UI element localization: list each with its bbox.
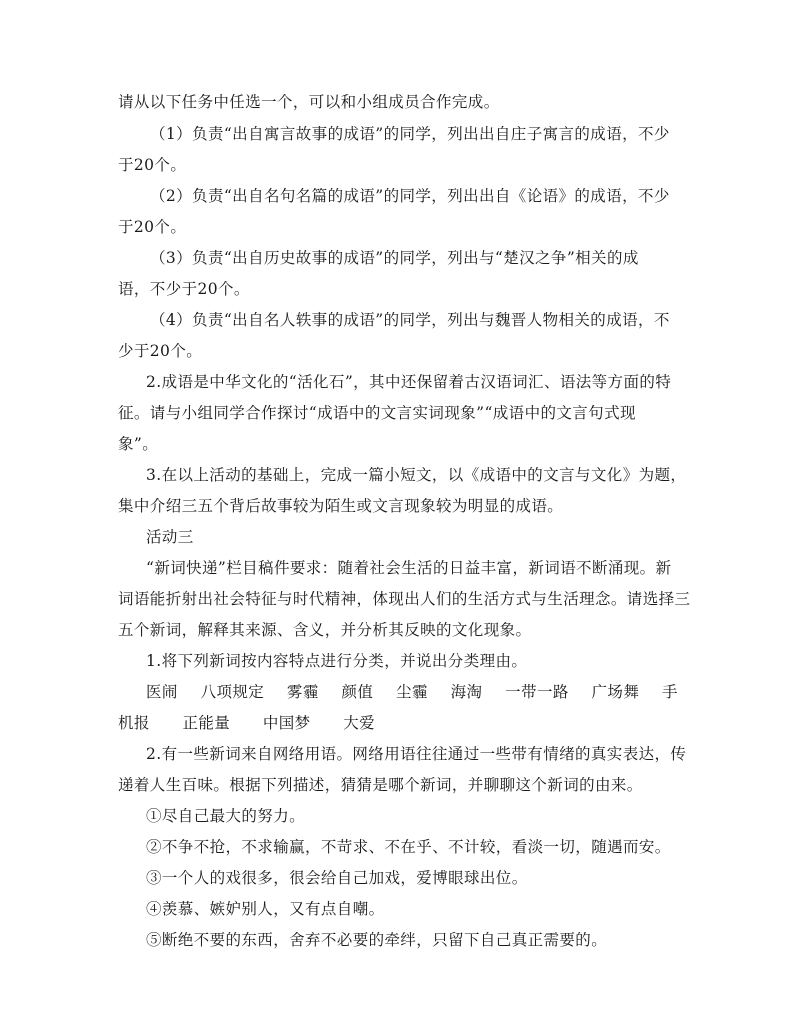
task1-line2: 于20个。: [118, 156, 187, 174]
question2-line1: 2.有一些新词来自网络用语。网络用语往往通过一些带有情绪的真实表达，传: [146, 745, 687, 763]
new-word: 雾霾: [286, 683, 319, 701]
task4-line1: （4）负责“出自名人轶事的成语”的同学，列出与魏晋人物相关的成语，不: [150, 311, 670, 329]
clue-item-5: ⑤断绝不要的东西，舍弃不必要的牵绊，只留下自己真正需要的。: [146, 931, 608, 949]
task3-line2: 语，不少于20个。: [118, 280, 250, 298]
task4-line2: 少于20个。: [118, 342, 203, 360]
new-word: 尘霾: [396, 683, 428, 701]
task1-line1: （1）负责“出自寓言故事的成语”的同学，列出出自庄子寓言的成语，不少: [150, 125, 670, 143]
task3-line1: （3）负责“出自历史故事的成语”的同学，列出与“楚汉之争”相关的成: [150, 249, 639, 267]
clue-item-1: ①尽自己最大的努力。: [146, 807, 306, 825]
new-word: 广场舞: [591, 683, 640, 701]
new-word: 八项规定: [200, 683, 265, 701]
clue-item-3: ③一个人的戏很多，很会给自己加戏，爱博眼球出位。: [146, 869, 528, 887]
clue-item-4: ④羡慕、嫉妒别人，又有点自嘲。: [146, 900, 385, 918]
requirement-line2: 词语能折射出社会特征与时代精神，体现出人们的生活方式与生活理念。请选择三: [118, 590, 691, 608]
section-heading-activity3: 活动三: [146, 528, 194, 546]
new-word: 一带一路: [505, 683, 569, 701]
question1-line: 1.将下列新词按内容特点进行分类，并说出分类理由。: [146, 652, 528, 670]
item2-line2: 征。请与小组同学合作探讨“成语中的文言实词现象”“成语中的文言句式现: [118, 404, 636, 422]
new-word: 正能量: [182, 714, 231, 732]
task2-line1: （2）负责“出自名句名篇的成语”的同学，列出出自《论语》的成语，不少: [150, 187, 670, 205]
intro-line: 请从以下任务中任选一个，可以和小组成员合作完成。: [118, 93, 500, 111]
item3-line2: 集中介绍三五个背后故事较为陌生或文言现象较为明显的成语。: [118, 497, 564, 515]
item2-line1: 2.成语是中华文化的“活化石”，其中还保留着古汉语词汇、语法等方面的特: [146, 373, 672, 391]
new-word: 中国梦: [262, 714, 311, 732]
new-word: 海淘: [450, 683, 483, 701]
clue-item-2: ②不争不抢，不求输赢，不苛求、不在乎、不计较，看淡一切，随遇而安。: [146, 838, 671, 856]
new-word: 大爱: [343, 714, 375, 732]
item3-line1: 3.在以上活动的基础上，完成一篇小短文，以《成语中的文言与文化》为题，: [146, 466, 687, 484]
item2-line3: 象”。: [118, 435, 159, 453]
task2-line2: 于20个。: [118, 218, 187, 236]
new-words-row1: [146, 682, 678, 702]
requirement-line1: “新词快递”栏目稿件要求：随着社会生活的日益丰富，新词语不断涌现。新: [146, 559, 672, 577]
question2-line2: 递着人生百味。根据下列描述，猜猜是哪个新词，并聊聊这个新词的由来。: [118, 776, 643, 794]
requirement-line3: 五个新词，解释其来源、含义，并分析其反映的文化现象。: [118, 621, 532, 639]
new-word: 颜值: [341, 683, 374, 701]
new-word: 手: [661, 683, 678, 701]
new-words-row2: [118, 713, 375, 733]
new-word: 机报: [118, 714, 150, 732]
new-word: 医闹: [146, 683, 178, 701]
